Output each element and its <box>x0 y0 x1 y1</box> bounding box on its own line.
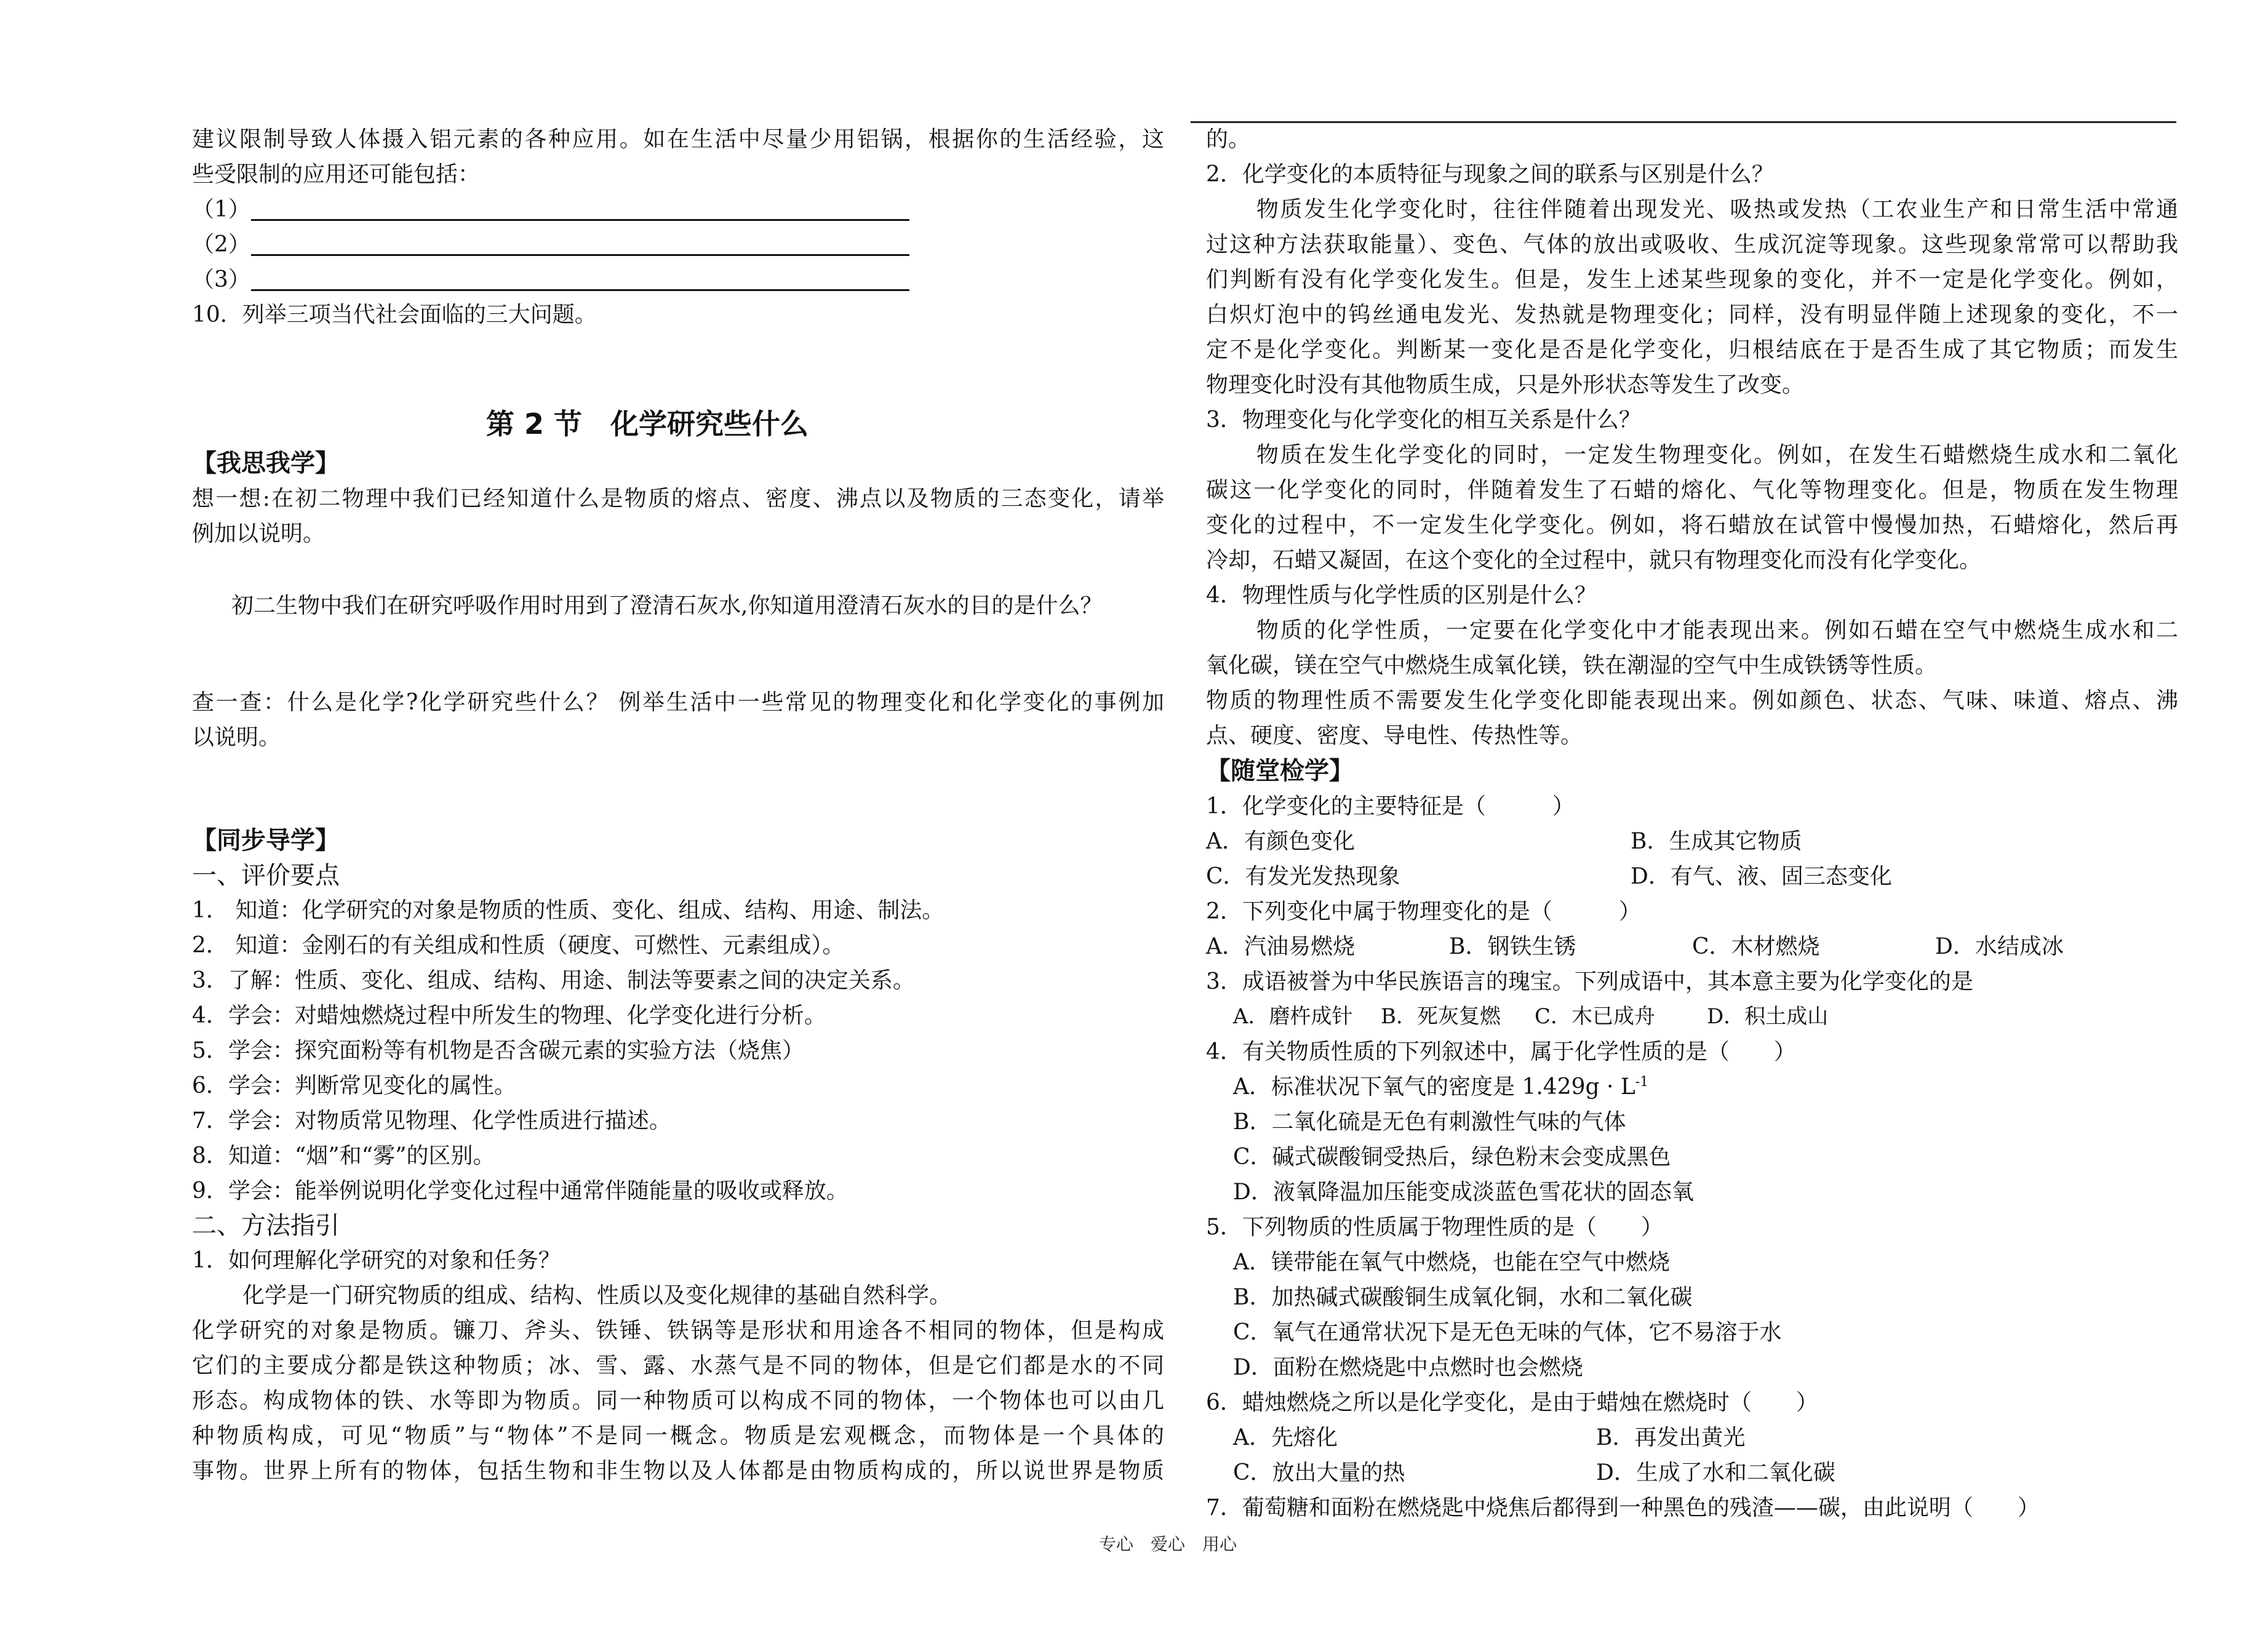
test-question-1: 1．化学变化的主要特征是（ ） <box>1206 794 1575 819</box>
option-c[interactable]: C．木材燃烧 <box>1692 934 1820 959</box>
method-text: 事物。世界上所有的物体，包括生物和非生物以及人体都是由物质构成的，所以说世界是物质 <box>192 1458 1164 1484</box>
question-10: 10．列举三项当代社会面临的三大问题。 <box>192 302 597 327</box>
option-a[interactable]: A．先熔化 <box>1233 1425 1338 1450</box>
test-options-1 <box>1206 859 2178 894</box>
method-text: 定不是化学变化。判断某一变化是否是化学变化，归根结底在于是否生成了其它物质；而发生 <box>1206 337 2178 362</box>
method-text: 化学研究的对象是物质。镰刀、斧头、铁锤、铁锅等是形状和用途各不相同的物体，但是构成 <box>192 1318 1164 1343</box>
test-question-7: 7．葡萄糖和面粉在燃烧匙中烧焦后都得到一种黑色的残渣——碳，由此说明（ ） <box>1206 1495 2040 1520</box>
option-d[interactable]: D．生成了水和二氧化碳 <box>1596 1460 1835 1485</box>
method-question: 3．物理变化与化学变化的相互关系是什么？ <box>1206 407 1641 433</box>
option-d[interactable]: D．积土成山 <box>1707 1004 1829 1029</box>
eval-item: 9．学会：能举例说明化学变化过程中通常伴随能量的吸收或释放。 <box>192 1178 849 1204</box>
heading-test: 【随堂检学】 <box>1206 757 1354 785</box>
left-column <box>192 122 1164 1488</box>
method-text: 物理变化时没有其他物质生成，只是外形状态等发生了改变。 <box>1206 372 1805 398</box>
subheading-method: 二、方法指引 <box>192 1212 340 1240</box>
test-question-3: 3．成语被誉为中华民族语言的瑰宝。下列成语中，其本意主要为化学变化的是 <box>1206 969 1973 994</box>
option-d[interactable]: D．面粉在燃烧匙中点燃时也会燃烧 <box>1233 1355 1583 1380</box>
blank-underline <box>251 230 909 256</box>
think-line: 初二生物中我们在研究呼吸作用时用到了澄清石灰水,你知道用澄清石灰水的目的是什么？ <box>231 593 1103 618</box>
method-question: 2．化学变化的本质特征与现象之间的联系与区别是什么？ <box>1206 162 1774 187</box>
eval-item: 5．学会：探究面粉等有机物是否含碳元素的实验方法（烧焦） <box>192 1038 804 1063</box>
method-text: 化学是一门研究物质的组成、结构、性质以及变化规律的基础自然科学。 <box>242 1283 952 1308</box>
answer-blank-3[interactable] <box>192 262 1164 297</box>
test-options-1 <box>1206 824 2178 859</box>
option-d[interactable]: D．液氧降温加压能变成淡蓝色雪花状的固态氧 <box>1233 1180 1694 1205</box>
method-text: 变化的过程中，不一定发生化学变化。例如，将石蜡放在试管中慢慢加热，石蜡熔化，然后再 <box>1206 513 2178 538</box>
eval-item: 8．知道：“烟”和“雾”的区别。 <box>192 1143 495 1169</box>
option-a[interactable] <box>1206 1069 2178 1105</box>
option-b[interactable]: B．二氧化硫是无色有刺激性气味的气体 <box>1233 1109 1626 1135</box>
heading-guide: 【同步导学】 <box>192 826 340 855</box>
option-b[interactable]: B．生成其它物质 <box>1631 829 1802 854</box>
method-question: 4．物理性质与化学性质的区别是什么？ <box>1206 583 1597 608</box>
method-text: 它们的主要成分都是铁这种物质；冰、雪、露、水蒸气是不同的物体，但是它们都是水的不同 <box>192 1353 1164 1378</box>
method-text: 的。 <box>1206 127 1251 152</box>
test-question-6: 6．蜡烛燃烧之所以是化学变化，是由于蜡烛在燃烧时（ ） <box>1206 1390 1818 1415</box>
right-column <box>1206 122 2178 1525</box>
heading-think: 【我思我学】 <box>192 449 340 477</box>
eval-item: 6．学会：判断常见变化的属性。 <box>192 1073 516 1098</box>
option-a[interactable]: A．磨杵成针 <box>1233 1004 1353 1029</box>
answer-blank-1[interactable] <box>192 192 1164 227</box>
method-text: 白炽灯泡中的钨丝通电发光、发热就是物理变化；同样，没有明显伴随上述现象的变化，不一 <box>1206 302 2178 327</box>
option-b[interactable]: B．再发出黄光 <box>1596 1425 1746 1450</box>
option-a-sup: -1 <box>1635 1074 1649 1090</box>
eval-item: 7．学会：对物质常见物理、化学性质进行描述。 <box>192 1108 671 1133</box>
test-options-6 <box>1206 1420 2178 1455</box>
think-line: 想一想:在初二物理中我们已经知道什么是物质的熔点、密度、沸点以及物质的三态变化，请举 <box>192 486 1164 511</box>
method-text: 物质的化学性质，一定要在化学变化中才能表现出来。例如石蜡在空气中燃烧生成水和二 <box>1256 618 2178 643</box>
method-text: 点、硬度、密度、导电性、传热性等。 <box>1206 723 1583 748</box>
option-b[interactable]: B．加热碱式碳酸铜生成氧化铜，水和二氧化碳 <box>1233 1285 1693 1310</box>
blank-number: （1） <box>192 197 250 222</box>
blank-number: （3） <box>192 267 250 292</box>
method-text: 物质在发生化学变化的同时，一定发生物理变化。例如，在发生石蜡燃烧生成水和二氧化 <box>1256 442 2178 468</box>
eval-item: 1． 知道：化学研究的对象是物质的性质、变化、组成、结构、用途、制法。 <box>192 898 944 923</box>
option-c[interactable]: C．氧气在通常状况下是无色无味的气体，它不易溶于水 <box>1233 1320 1782 1345</box>
method-question: 1．如何理解化学研究的对象和任务？ <box>192 1248 561 1273</box>
subheading-eval: 一、评价要点 <box>192 861 340 890</box>
option-b[interactable]: B．死灰复燃 <box>1381 1004 1501 1029</box>
eval-item: 2． 知道：金刚石的有关组成和性质（硬度、可燃性、元素组成）。 <box>192 933 845 958</box>
option-c[interactable]: C．有发光发热现象 <box>1206 864 1400 889</box>
option-a[interactable]: A．有颜色变化 <box>1206 829 1355 854</box>
intro-line: 建议限制导致人体摄入铝元素的各种应用。如在生活中尽量少用铝锅，根据你的生活经验，这 <box>192 127 1164 152</box>
test-question-5: 5．下列物质的性质属于物理性质的是（ ） <box>1206 1215 1663 1240</box>
section-title: 第 2 节 化学研究些什么 <box>485 407 809 441</box>
option-a-text: A．标准状况下氧气的密度是 1.429g · L <box>1233 1074 1635 1100</box>
method-text: 物质发生化学变化时，往往伴随着出现发光、吸热或发热（工农业生产和日常生活中常通 <box>1256 197 2178 222</box>
blank-underline <box>251 194 909 221</box>
option-c[interactable]: C．碱式碳酸铜受热后，绿色粉末会变成黑色 <box>1233 1145 1671 1170</box>
check-line: 查一查：什么是化学?化学研究些什么？ 例举生活中一些常见的物理变化和化学变化的事例加 <box>192 690 1164 715</box>
option-a[interactable]: A．镁带能在氧气中燃烧，也能在空气中燃烧 <box>1233 1250 1670 1275</box>
method-text: 物质的物理性质不需要发生化学变化即能表现出来。例如颜色、状态、气味、味道、熔点、沸 <box>1206 688 2178 713</box>
option-b[interactable]: B．钢铁生锈 <box>1449 934 1576 959</box>
method-text: 氧化碳，镁在空气中燃烧生成氧化镁，铁在潮湿的空气中生成铁锈等性质。 <box>1206 653 1938 678</box>
option-c[interactable]: C．木已成舟 <box>1535 1004 1656 1029</box>
blank-number: （2） <box>192 232 250 257</box>
test-options-2 <box>1206 929 2178 964</box>
option-a[interactable]: A．汽油易燃烧 <box>1206 934 1355 959</box>
think-line: 例加以说明。 <box>192 521 325 546</box>
test-options-3 <box>1206 999 2178 1034</box>
option-c[interactable]: C．放出大量的热 <box>1233 1460 1405 1485</box>
eval-item: 4．学会：对蜡烛燃烧过程中所发生的物理、化学变化进行分析。 <box>192 1003 826 1028</box>
check-line: 以说明。 <box>192 725 281 750</box>
method-text: 形态。构成物体的铁、水等即为物质。同一种物质可以构成不同的物体，一个物体也可以由几 <box>192 1388 1164 1413</box>
test-question-2: 2．下列变化中属于物理变化的是（ ） <box>1206 899 1641 924</box>
intro-line: 些受限制的应用还可能包括： <box>192 162 481 187</box>
method-text: 冷却，石蜡又凝固，在这个变化的全过程中，就只有物理变化而没有化学变化。 <box>1206 548 1982 573</box>
option-d[interactable]: D．水结成冰 <box>1935 934 2064 959</box>
blank-underline <box>251 265 909 291</box>
option-d[interactable]: D．有气、液、固三态变化 <box>1631 864 1892 889</box>
method-text: 碳这一化学变化的同时，伴随着发生了石蜡的熔化、气化等物理变化。但是，物质在发生物理 <box>1206 477 2178 503</box>
answer-blank-2[interactable] <box>192 227 1164 262</box>
method-text: 过这种方法获取能量）、变色、气体的放出或吸收、生成沉淀等现象。这些现象常常可以帮助我 <box>1206 232 2178 257</box>
eval-item: 3．了解：性质、变化、组成、结构、用途、制法等要素之间的决定关系。 <box>192 968 915 993</box>
test-options-6 <box>1206 1455 2178 1490</box>
test-question-4: 4．有关物质性质的下列叙述中，属于化学性质的是（ ） <box>1206 1039 1796 1065</box>
method-text: 种物质构成，可见“物质”与“物体”不是同一概念。物质是宏观概念，而物体是一个具体的 <box>192 1423 1164 1448</box>
method-text: 们判断有没有化学变化发生。但是，发生上述某些现象的变化，并不一定是化学变化。例如， <box>1206 267 2178 292</box>
page-footer: 专心 爱心 用心 <box>1098 1534 1237 1554</box>
